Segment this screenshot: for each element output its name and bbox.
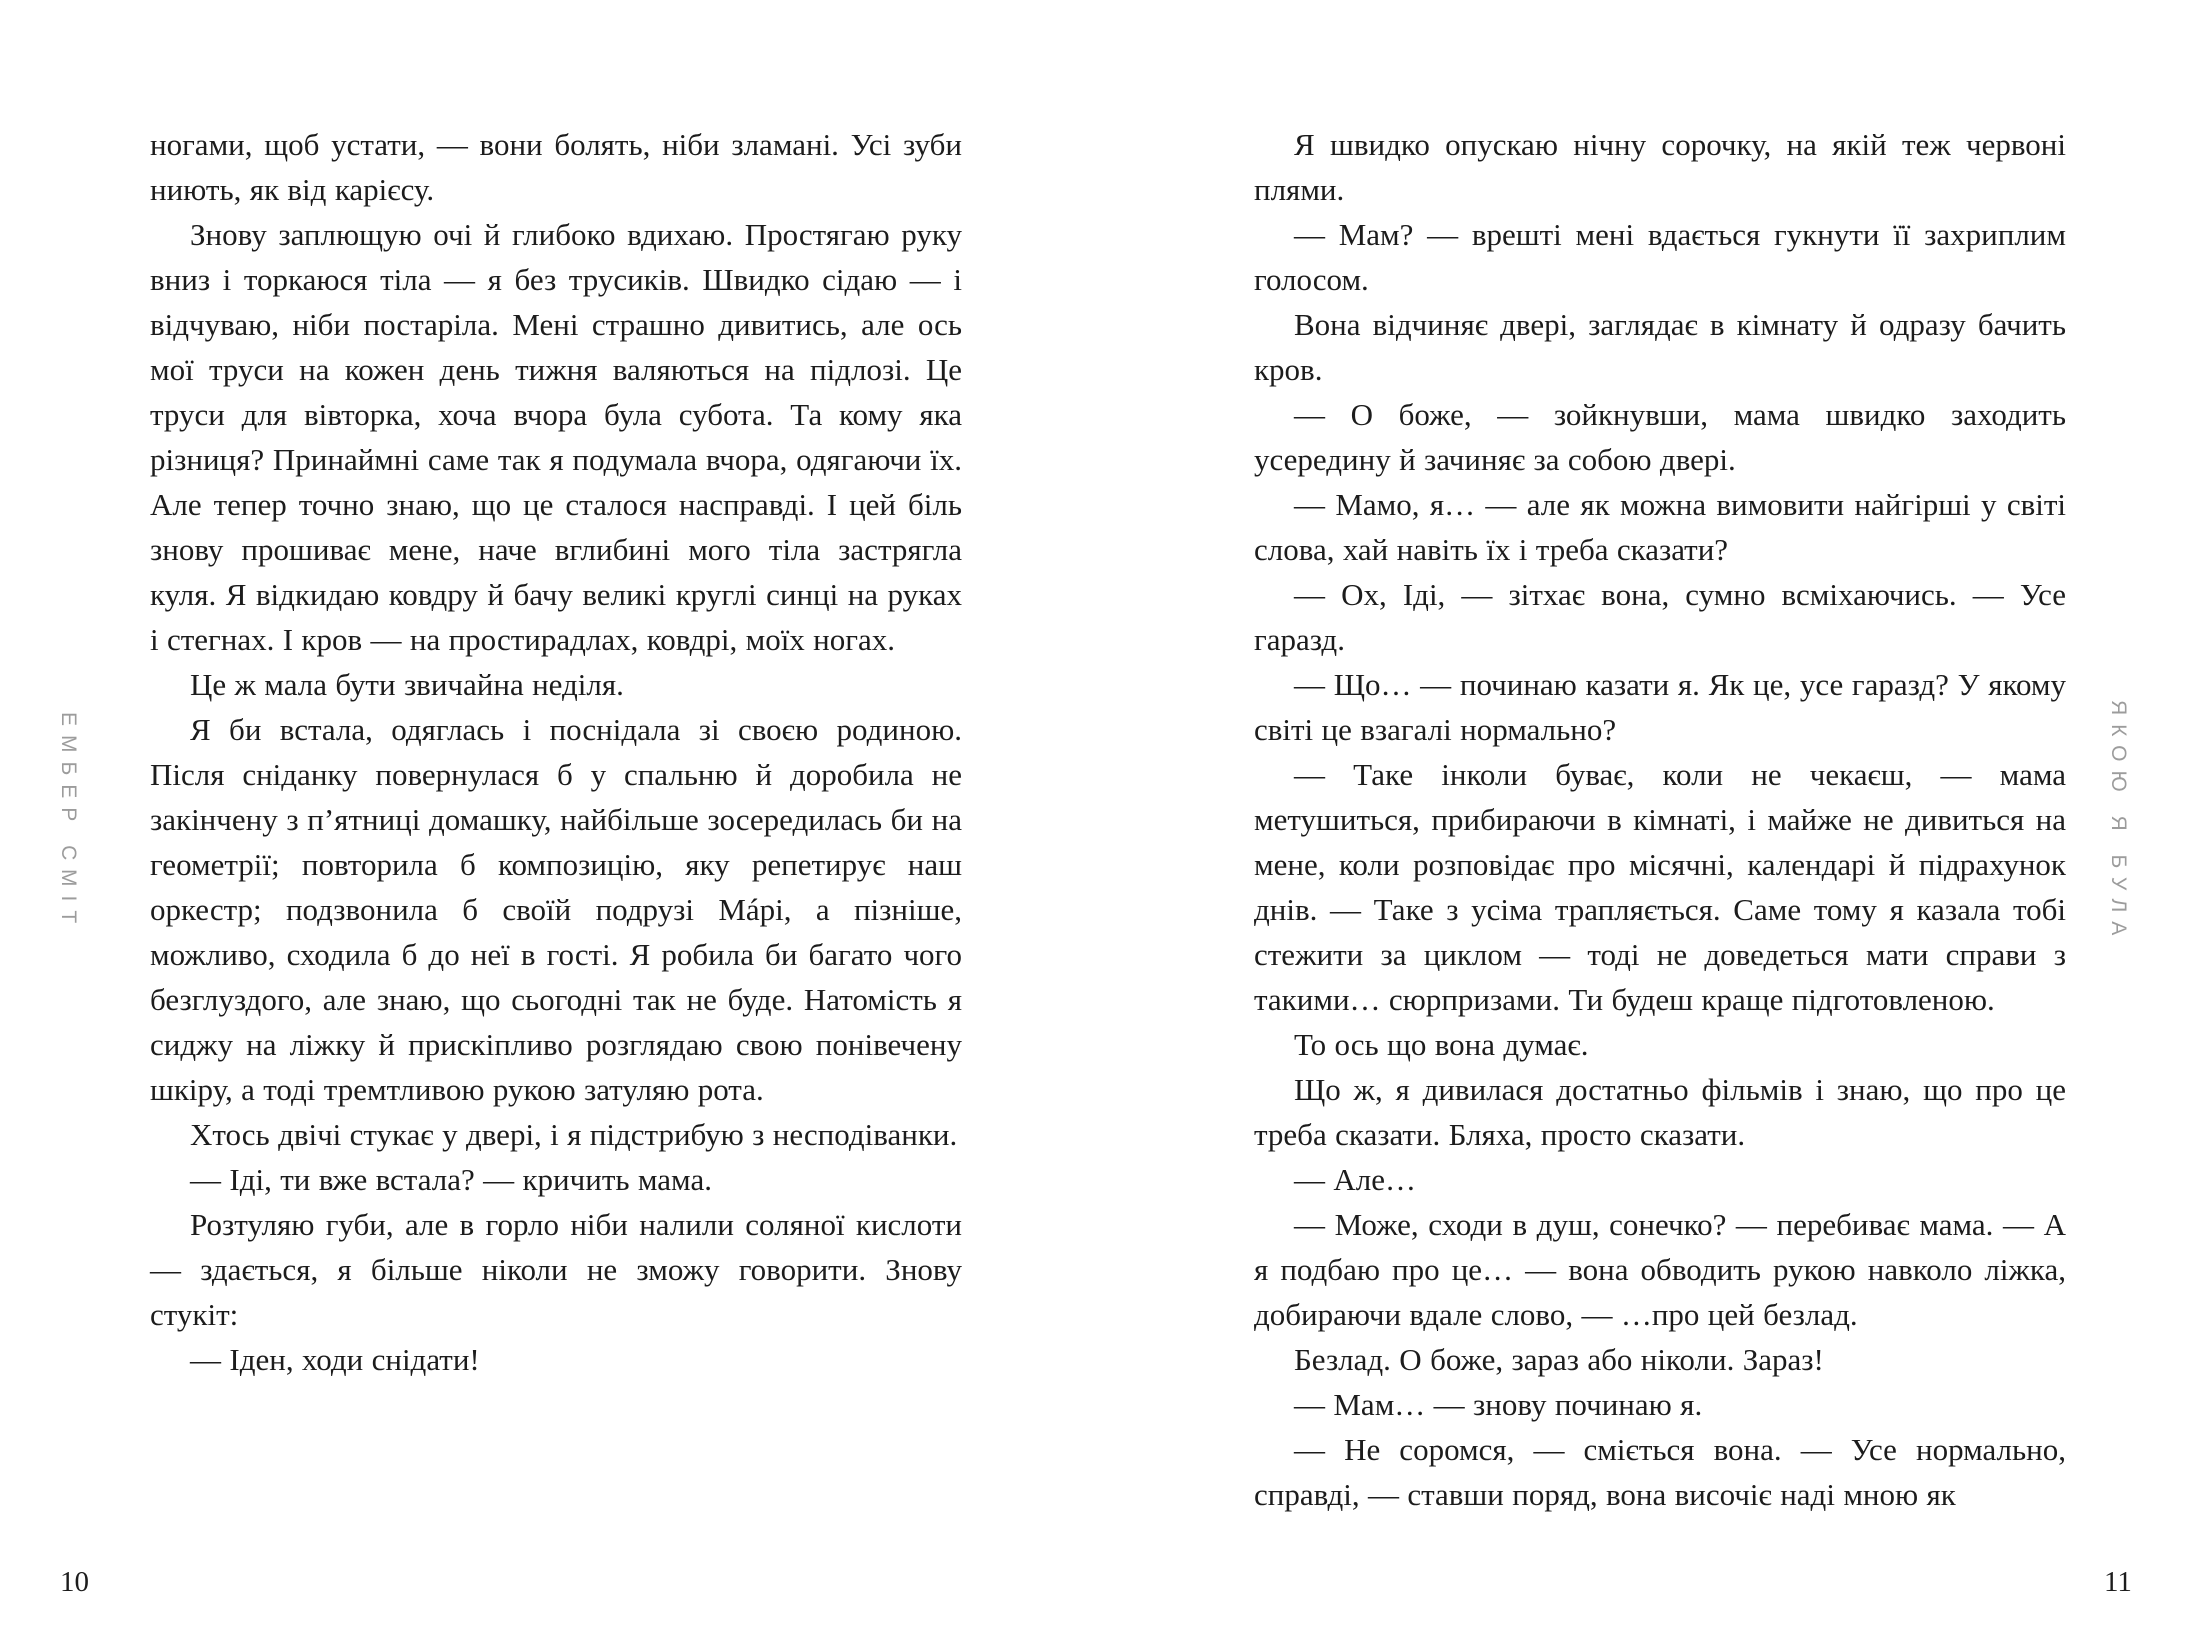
paragraph: Хтось двічі стукає у двері, і я підстрибую з несподіванки.: [190, 1117, 958, 1152]
paragraph: — Але…: [1294, 1162, 1416, 1197]
page-number-right: 11: [2104, 1566, 2132, 1598]
page-left: [150, 122, 962, 1382]
paragraph: Я би встала, одяглась і поснідала зі своєю родиною. Після сніданку повернулася б у спальню й доробила не закінчену з п’ятниці домашку, найбільше зосередилась би на геометрії; повторила б композицію, яку репетирує наш оркестр; подзвонила б своїй подрузі Мáрі, а пізніше, можливо, сходила б до неї в гості. Я робила би багато чого безглуздого, але знаю, що сьогодні так не буде. Натомість я сиджу на ліжку й прискіпливо розглядаю свою понівечену шкіру, а тоді тремтливою рукою затуляю рота.: [150, 712, 962, 1107]
paragraph: — Може, сходи в душ, сонечко? — перебиває мама. — А я подбаю про це… — вона обводить рукою навколо ліжка, добираючи вдале слово, — …про цей безлад.: [1254, 1207, 2066, 1332]
paragraph: — Мамо, я… — але як можна вимовити найгірші у світі слова, хай навіть їх і треба сказати?: [1254, 487, 2066, 567]
paragraph: — Мам? — врешті мені вдається гукнути її захриплим голосом.: [1254, 217, 2066, 297]
paragraph: — Що… — починаю казати я. Як це, усе гаразд? У якому світі це взагалі нормально?: [1254, 667, 2066, 747]
paragraph: Що ж, я дивилася достатньо фільмів і знаю, що про це треба сказати. Бляха, просто сказати.: [1254, 1072, 2066, 1152]
page-number-left: 10: [60, 1566, 89, 1598]
running-head-title: ЯКОЮ Я БУЛА: [2107, 700, 2130, 945]
paragraph: — О боже, — зойкнувши, мама швидко заходить усередину й зачиняє за собою двері.: [1254, 397, 2066, 477]
paragraph: Розтуляю губи, але в горло ніби налили соляної кислоти — здається, я більше ніколи не зможу говорити. Знову стукіт:: [150, 1207, 962, 1332]
paragraph: — Мам… — знову починаю я.: [1294, 1387, 1703, 1422]
page-right: [1254, 122, 2066, 1517]
paragraph: — Таке інколи буває, коли не чекаєш, — мама метушиться, прибираючи в кімнаті, і майже не дивиться на мене, коли розповідає про місячні, календарі й підрахунок днів. — Таке з усіма трапляється. Саме тому я казала тобі стежити за циклом — тоді не доведеться мати справи з такими… сюрпризами. Ти будеш краще підготовленою.: [1254, 757, 2066, 1017]
paragraph: То ось що вона думає.: [1294, 1027, 1589, 1062]
paragraph: — Іден, ходи снідати!: [190, 1342, 480, 1377]
paragraph: — Ох, Іді, — зітхає вона, сумно всміхаючись. — Усе гаразд.: [1254, 577, 2066, 657]
paragraph: — Іді, ти вже встала? — кричить мама.: [190, 1162, 712, 1197]
paragraph: ногами, щоб устати, — вони болять, ніби зламані. Усі зуби ниють, як від карієсу.: [150, 127, 962, 207]
paragraph: Це ж мала бути звичайна неділя.: [190, 667, 624, 702]
paragraph: Знову заплющую очі й глибоко вдихаю. Простягаю руку вниз і торкаюся тіла — я без трусиків. Швидко сідаю — і відчуваю, ніби постаріла. Мені страшно дивитись, але ось мої труси на кожен день тижня валяються на підлозі. Це труси для вівторка, хоча вчора була субота. Та кому яка різниця? Принаймні саме так я подумала вчора, одягаючи їх. Але тепер точно знаю, що це сталося насправді. І цей біль знову прошиває мене, наче вглибині мого тіла застрягла куля. Я відкидаю ковдру й бачу великі круглі синці на руках і стегнах. І кров — на простирадлах, ковдрі, моїх ногах.: [150, 217, 962, 657]
paragraph: — Не соромся, — сміється вона. — Усе нормально, справді, — ставши поряд, вона височіє наді мною як: [1254, 1432, 2066, 1512]
paragraph: Вона відчиняє двері, заглядає в кімнату й одразу бачить кров.: [1254, 307, 2066, 387]
paragraph: Безлад. О боже, зараз або ніколи. Зараз!: [1294, 1342, 1824, 1377]
paragraph: Я швидко опускаю нічну сорочку, на якій теж червоні плями.: [1254, 127, 2066, 207]
running-head-author: ЕМБЕР СМІТ: [57, 712, 80, 933]
